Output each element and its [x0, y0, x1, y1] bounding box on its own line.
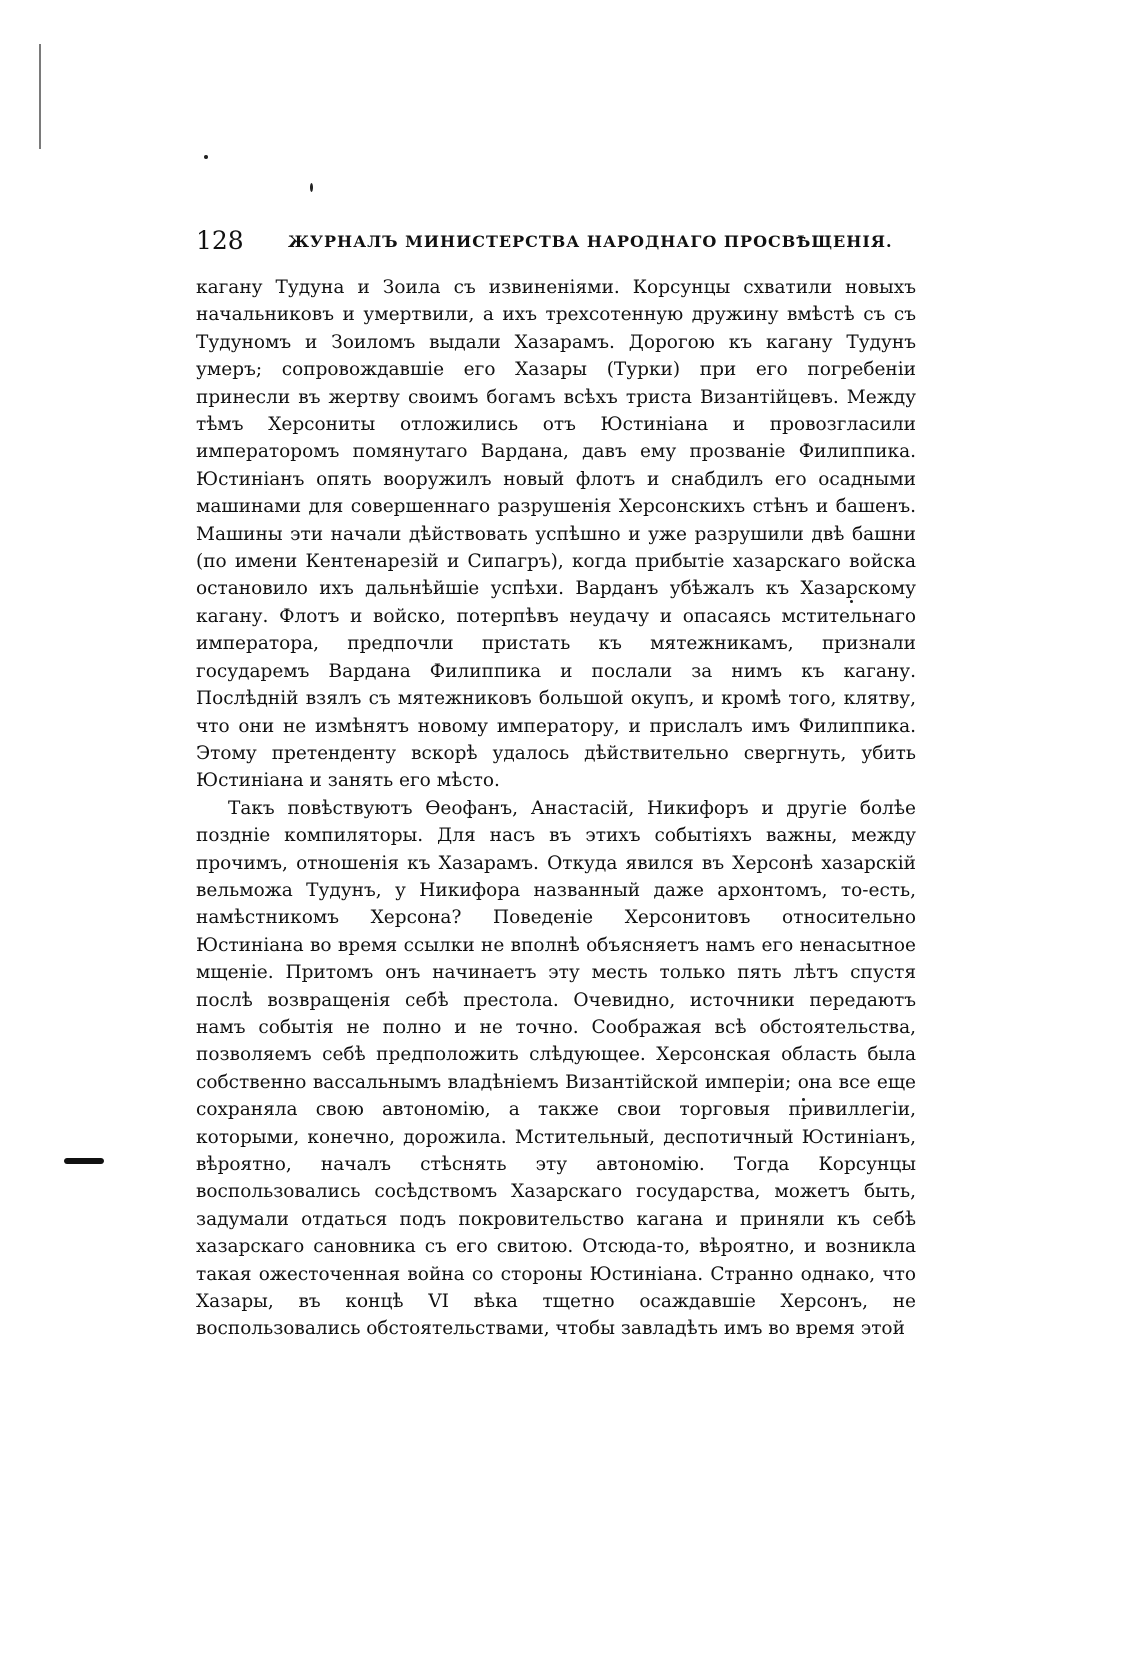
paragraph: Такъ повѣствуютъ Ѳеофанъ, Анастасій, Никифоръ и другіе болѣе поздніе компиляторы. Для насъ въ этихъ событіяхъ важны, между прочимъ, отношенія къ Хазарамъ. Откуда явился въ Херсонѣ хазарскій вельможа Тудунъ, у Никифора названный даже архонтомъ, то-есть, намѣстникомъ Херсона? Поведеніе Херсонитовъ относительно Юстиніана во время ссылки не вполнѣ объясняетъ намъ его ненасытное мщеніе. Притомъ онъ начинаетъ эту месть только пять лѣтъ спустя послѣ возвращенія себѣ престола. Очевидно, источники передаютъ намъ событія не полно и не точно. Соображая всѣ обстоятельства, позволяемъ себѣ предположить слѣдующее. Херсонская область была собственно вассальнымъ владѣніемъ Византійской имперіи; она все еще сохраняла свою автономію, а также свои торговыя привиллегіи, которыми, конечно, дорожила. Мстительный, деспотичный Юстиніанъ, вѣроятно, началъ стѣснять эту автономію. Тогда Корсунцы воспользовались сосѣдствомъ Хазарскаго государства, можетъ быть, задумали отдаться подъ покровительство кагана и приняли къ себѣ хазарскаго сановника съ его свитою. Отсюда-то, вѣроятно, и возникла такая ожесточенная война со стороны Юстиніана. Странно однако, что Хазары, въ концѣ VI вѣка тщетно осаждавшіе Херсонъ, не воспользовались обстоятельствами, чтобы завладѣть имъ во время этой — [196, 797, 916, 1340]
paragraph: кагану Тудуна и Зоила съ извиненіями. Корсунцы схватили новыхъ начальниковъ и умертвили, а ихъ трехсотенную дружину вмѣстѣ съ съ Тудуномъ и Зоиломъ выдали Хазарамъ. Дорогою къ кагану Тудунъ умеръ; сопровождавшіе его Хазары (Турки) при его погребеніи принесли въ жертву своимъ богамъ всѣхъ триста Византійцевъ. Между тѣмъ Херсониты отложились отъ Юстиніана и провозгласили императоромъ помянутаго Вардана, давъ ему прозваніе Филиппика. Юстиніанъ опять вооружилъ новый флотъ и снабдилъ его осадными машинами для совершеннаго разрушенія Херсонскихъ стѣнъ и башенъ. Машины эти начали дѣйствовать успѣшно и уже разрушили двѣ башни (по имени Кентенарезій и Сипагръ), когда прибытіе хазарскаго войска остановило ихъ дальнѣйшіе успѣхи. Варданъ убѣжалъ къ Хазарскому кагану. Флотъ и войско, потерпѣвъ неудачу и опасаясь мстительнаго императора, предпочли пристать къ мятежникамъ, признали государемъ Вардана Филиппика и послали за нимъ къ кагану. Послѣдній взялъ съ мятежниковъ большой окупъ, и кромѣ того, клятву, что они не измѣнятъ новому императору, и прислалъ имъ Филиппика. Этому претенденту вскорѣ удалось дѣйствительно свергнуть, убить Юстиніана и занять его мѣсто. — [196, 277, 916, 792]
margin-scan-line — [39, 44, 41, 149]
body-text — [196, 274, 916, 1343]
margin-dash-mark — [64, 1158, 104, 1164]
running-head: ЖУРНАЛЪ МИНИСТЕРСТВА НАРОДНАГО ПРОСВѢЩЕНІЯ. — [288, 232, 893, 251]
page-number: 128 — [196, 226, 244, 255]
page-header — [196, 224, 916, 258]
scan-speck — [204, 155, 208, 159]
scan-speck — [310, 183, 313, 192]
